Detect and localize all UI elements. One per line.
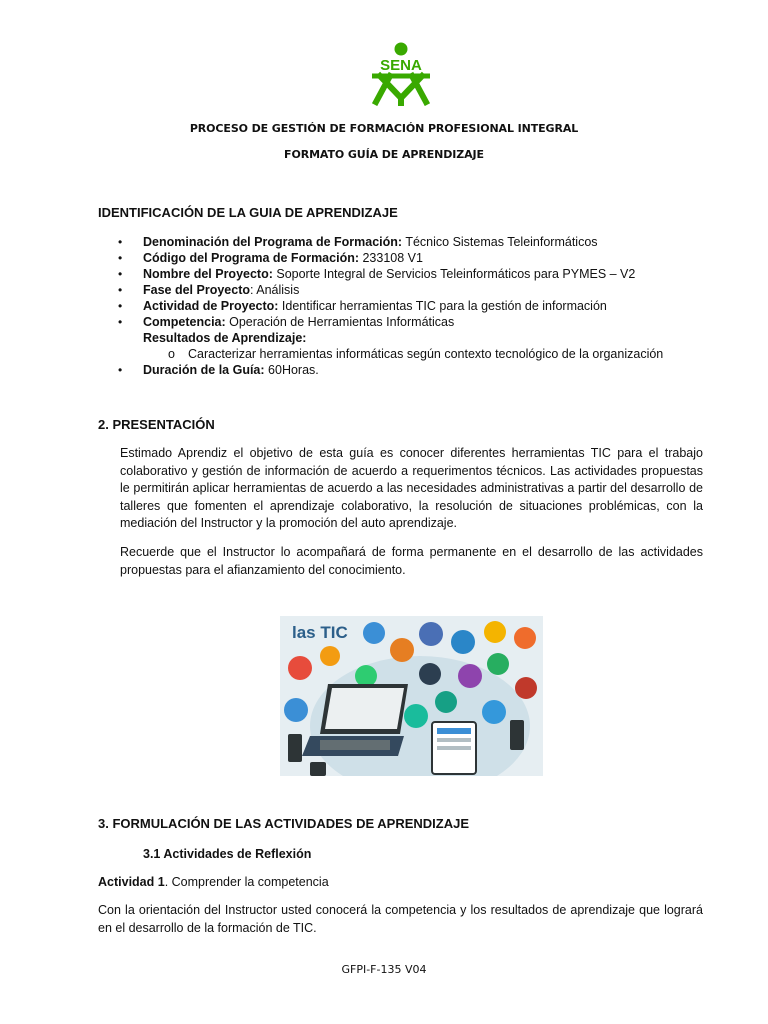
list-item: • Competencia: Operación de Herramientas Informáticas bbox=[118, 315, 455, 329]
results-item: o Caracterizar herramientas informáticas según contexto tecnológico de la organización bbox=[168, 347, 664, 361]
tic-illustration bbox=[280, 616, 543, 776]
list-item: • Actividad de Proyecto: Identificar herramientas TIC para la gestión de información bbox=[118, 299, 607, 313]
process-title: PROCESO DE GESTIÓN DE FORMACIÓN PROFESIONAL INTEGRAL bbox=[189, 122, 579, 135]
section2-heading: 2. PRESENTACIÓN bbox=[98, 417, 215, 432]
format-title: FORMATO GUÍA DE APRENDIZAJE bbox=[284, 148, 484, 161]
activity-line: Actividad 1. Comprender la competencia bbox=[98, 875, 329, 889]
list-item: • Código del Programa de Formación: 233108 V1 bbox=[118, 251, 423, 265]
list-item: • Denominación del Programa de Formación: Técnico Sistemas Teleinformáticos bbox=[118, 235, 598, 249]
section3-heading: 3. FORMULACIÓN DE LAS ACTIVIDADES DE APRENDIZAJE bbox=[98, 816, 470, 831]
sena-logo-text: SENA bbox=[380, 57, 422, 74]
subsection-heading: 3.1 Actividades de Reflexión bbox=[143, 847, 312, 861]
tic-caption: las TIC bbox=[292, 623, 348, 642]
list-item: • Duración de la Guía: 60Horas. bbox=[118, 363, 319, 377]
identification-list bbox=[98, 234, 738, 378]
list-item: • Fase del Proyecto: Análisis bbox=[118, 283, 300, 297]
sena-logo bbox=[366, 40, 436, 106]
presentation-paragraph: Estimado Aprendiz el objetivo de esta guía es conocer diferentes herramientas TIC para el trabajo colaborativo y gestión de información de acuerdo a requerimentos técnicos. Las actividades propuestas le permitirán aplicar herramientas de acuerdo a las necesidades administrativas a partir del desarrollo de talleres que fomenten el aprendizaje colaborativo, la resolución de situaciones problémicas, con la mediación del Instructor y la promoción del auto aprendizaje. bbox=[120, 446, 703, 530]
reminder-paragraph: Recuerde que el Instructor lo acompañará de forma permanente en el desarrollo de las actividades propuestas para el afianzamiento del conocimiento. bbox=[120, 545, 703, 577]
results-label: Resultados de Aprendizaje: bbox=[143, 331, 307, 345]
section1-heading: IDENTIFICACIÓN DE LA GUIA DE APRENDIZAJE bbox=[98, 205, 398, 220]
list-item: • Nombre del Proyecto: Soporte Integral de Servicios Teleinformáticos para PYMES – V2 bbox=[118, 267, 636, 281]
document-code: GFPI-F-135 V04 bbox=[341, 963, 427, 976]
activity-paragraph: Con la orientación del Instructor usted conocerá la competencia y los resultados de aprendizaje que logrará en el desarrollo de la formación de TIC. bbox=[98, 903, 703, 935]
